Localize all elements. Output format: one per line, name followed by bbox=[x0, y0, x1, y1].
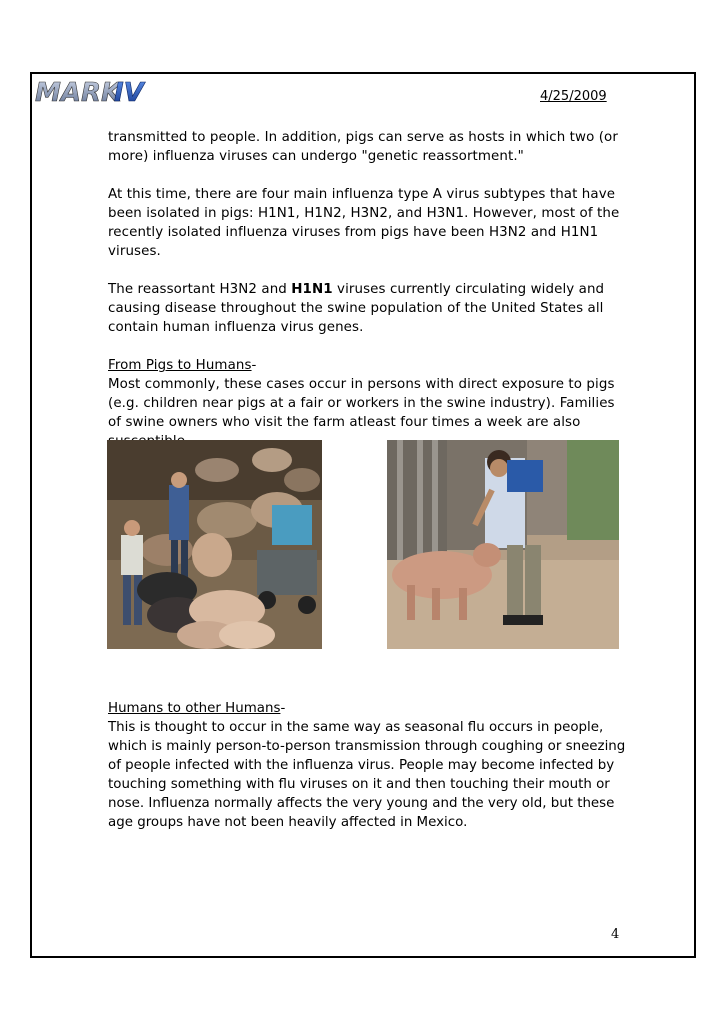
heading-suffix: - bbox=[280, 701, 286, 716]
heading-humans-to-humans: Humans to other Humans bbox=[108, 701, 281, 716]
paragraph-reassortment: transmitted to people. In addition, pigs can serve as hosts in which two (or more) influenza viruses can undergo "genetic reassortment." bbox=[108, 130, 618, 164]
section-body-humans: This is thought to occur in the same way as seasonal flu occurs in people, which is mainly person-to-person transmission through coughing or sneezing of people infected with the influenza virus. People may become infected by touching something with flu viruses on it and then touching their mouth or nose. Influenza normally affects the very young and the very old, but these age groups have not been heavily affected in Mexico. bbox=[108, 720, 626, 830]
svg-text:MARK: MARK bbox=[35, 78, 122, 106]
paragraph-reassortant bbox=[108, 280, 628, 337]
svg-text:IV: IV bbox=[114, 78, 144, 106]
farm-pigs-photo bbox=[107, 440, 322, 649]
section-pigs-to-humans bbox=[108, 356, 628, 451]
paragraph-subtypes: At this time, there are four main influenza type A virus subtypes that have been isolated in pigs: H1N1, H1N2, H3N2, and H3N1. However, most of the recently isolated influenza viruses from pigs have been H3N2 and H1N1 viruses. bbox=[108, 187, 620, 259]
section-humans-to-humans bbox=[108, 699, 628, 832]
p3-text-b: viruses currently circulating widely and causing disease throughout the swine population of the United States all contain human influenza virus genes. bbox=[108, 282, 605, 335]
markiv-logo bbox=[34, 76, 150, 106]
body-text bbox=[108, 128, 628, 451]
p3-text-a: The reassortant H3N2 and bbox=[108, 282, 292, 297]
heading-suffix: - bbox=[251, 358, 257, 373]
section-body-pigs: Most commonly, these cases occur in persons with direct exposure to pigs (e.g. children near pigs at a fair or workers in the swine industry). Families of swine owners who visit the farm atleast four times a week are also bbox=[108, 377, 615, 430]
h1n1-bold: H1N1 bbox=[291, 282, 333, 297]
section-heading-humans bbox=[108, 699, 628, 718]
heading-pigs-to-humans: From Pigs to Humans bbox=[108, 358, 252, 373]
header-date: 4/25/2009 bbox=[540, 89, 607, 104]
page-number: 4 bbox=[611, 927, 620, 942]
boy-petting-pig-photo bbox=[387, 440, 619, 649]
section-heading-pigs bbox=[108, 356, 628, 375]
